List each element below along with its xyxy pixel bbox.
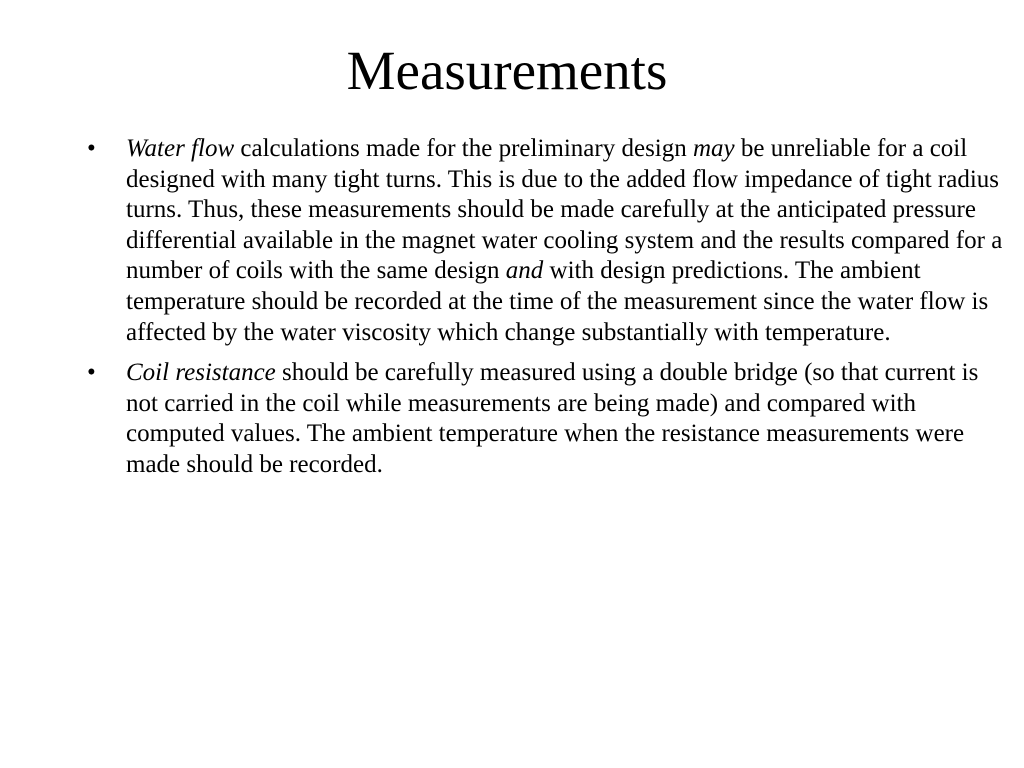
bullet-text: with design predictions. The ambient temperature should be recorded at the time of the measurement since the water flow is affected by the water viscosity which change substantially with temperature.: [126, 257, 989, 346]
emphasis-text: and: [505, 257, 544, 285]
slide-title: Measurements: [346, 40, 668, 101]
emphasis-text: may: [693, 135, 735, 162]
bullet-lead-term: Water flow: [126, 135, 235, 162]
bullet-text: should be carefully measured using a double bridge (so that current is not carried in the coil while measurements are being made) and compared with computed values. The ambient temperature when the resistance measurements were made should be recorded.: [126, 359, 979, 478]
bullet-marker: •: [87, 135, 96, 162]
bullet-marker: •: [87, 359, 96, 387]
bullet-coil-resistance: [0, 358, 1010, 480]
bullet-lead-term: Coil resistance: [126, 359, 276, 387]
bullet-water-flow: [0, 134, 1010, 348]
bullet-text: calculations made for the preliminary design: [234, 135, 693, 162]
bullet-list: [0, 134, 1010, 491]
bullet-text: be unreliable for a coil designed with many tight turns. This is due to the added flow impedance of tight radius turns. Thus, these measurements should be made carefully at the anticipated pressure differential available in the magnet water cooling system and the results compared for a number of coils with the same design: [126, 135, 1003, 285]
